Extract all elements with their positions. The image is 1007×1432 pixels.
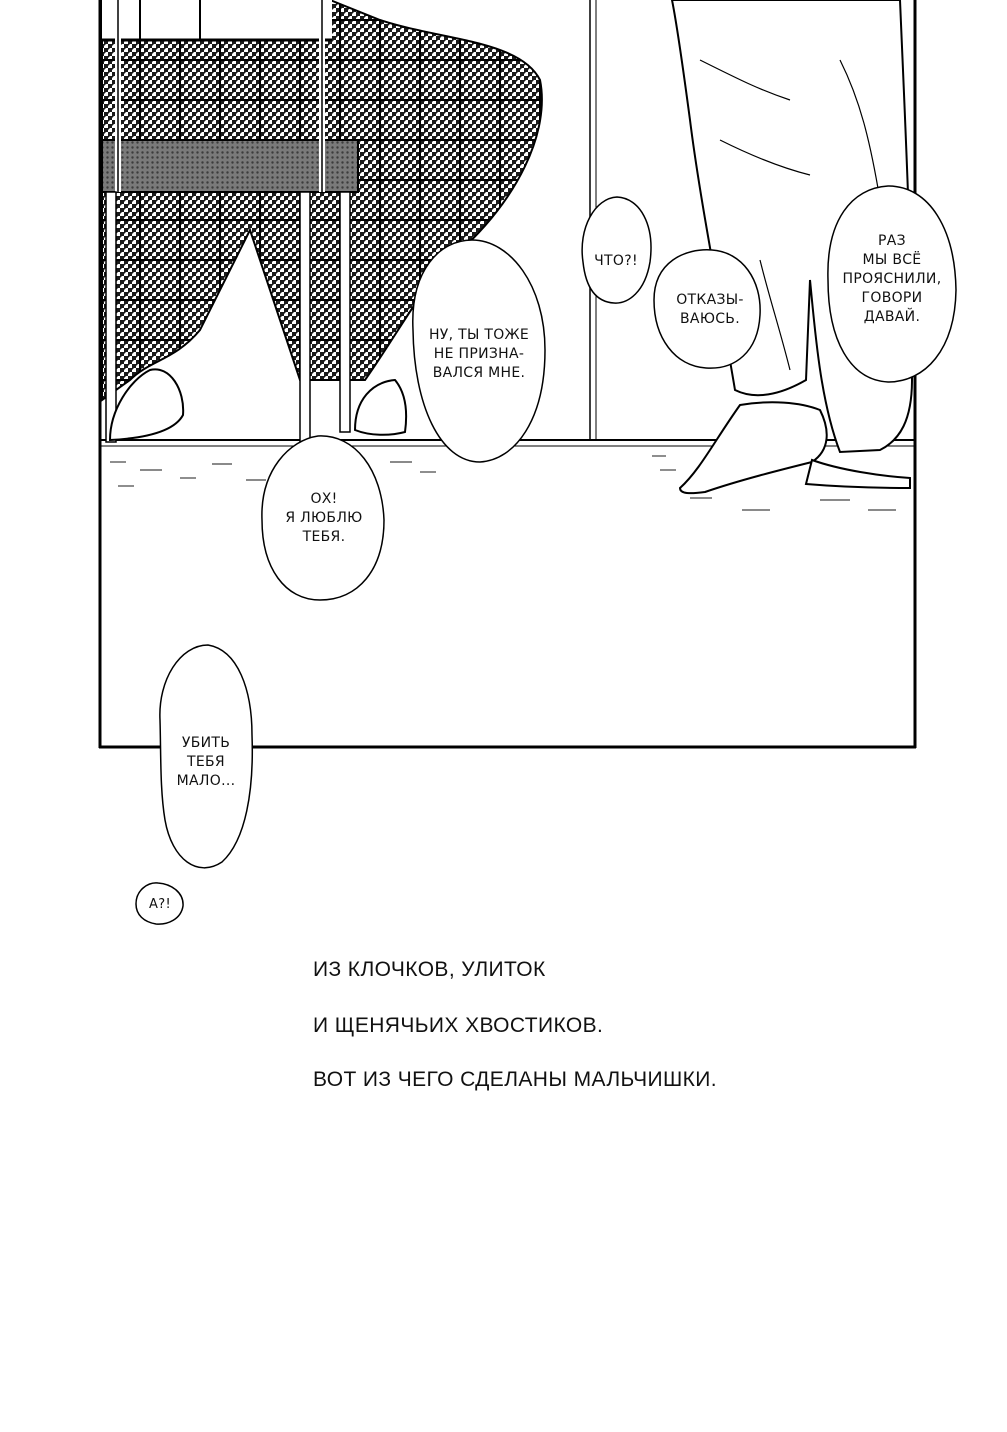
bubble-chto (582, 197, 651, 303)
bubble-text-chto: ЧТО?! (594, 253, 638, 269)
bubble-text-ubit-tebya: УБИТЬ ТЕБЯ МАЛО... (176, 735, 236, 789)
speech-bubbles (136, 186, 956, 924)
caption-line-3: ВОТ ИЗ ЧЕГО СДЕЛАНЫ МАЛЬЧИШКИ. (313, 1068, 717, 1091)
caption-line-2: И ЩЕНЯЧЬИХ ХВОСТИКОВ. (313, 1014, 604, 1037)
bubble-text-nu-ty-tozhe: НУ, ТЫ ТОЖЕ НЕ ПРИЗНА- ВАЛСЯ МНЕ. (428, 327, 530, 381)
bubble-text-okh-ya-lyublyu: ОХ! Я ЛЮБЛЮ ТЕБЯ. (285, 491, 363, 545)
bubble-text-a: А?! (149, 897, 171, 912)
bubble-text-raz-my-vse: РАЗ МЫ ВСЁ ПРОЯСНИЛИ, ГОВОРИ ДАВАЙ. (842, 233, 942, 325)
caption-line-1: ИЗ КЛОЧКОВ, УЛИТОК (313, 958, 546, 981)
bubble-text-otkazyvayus: ОТКАЗЫ- ВАЮСЬ. (676, 292, 744, 327)
